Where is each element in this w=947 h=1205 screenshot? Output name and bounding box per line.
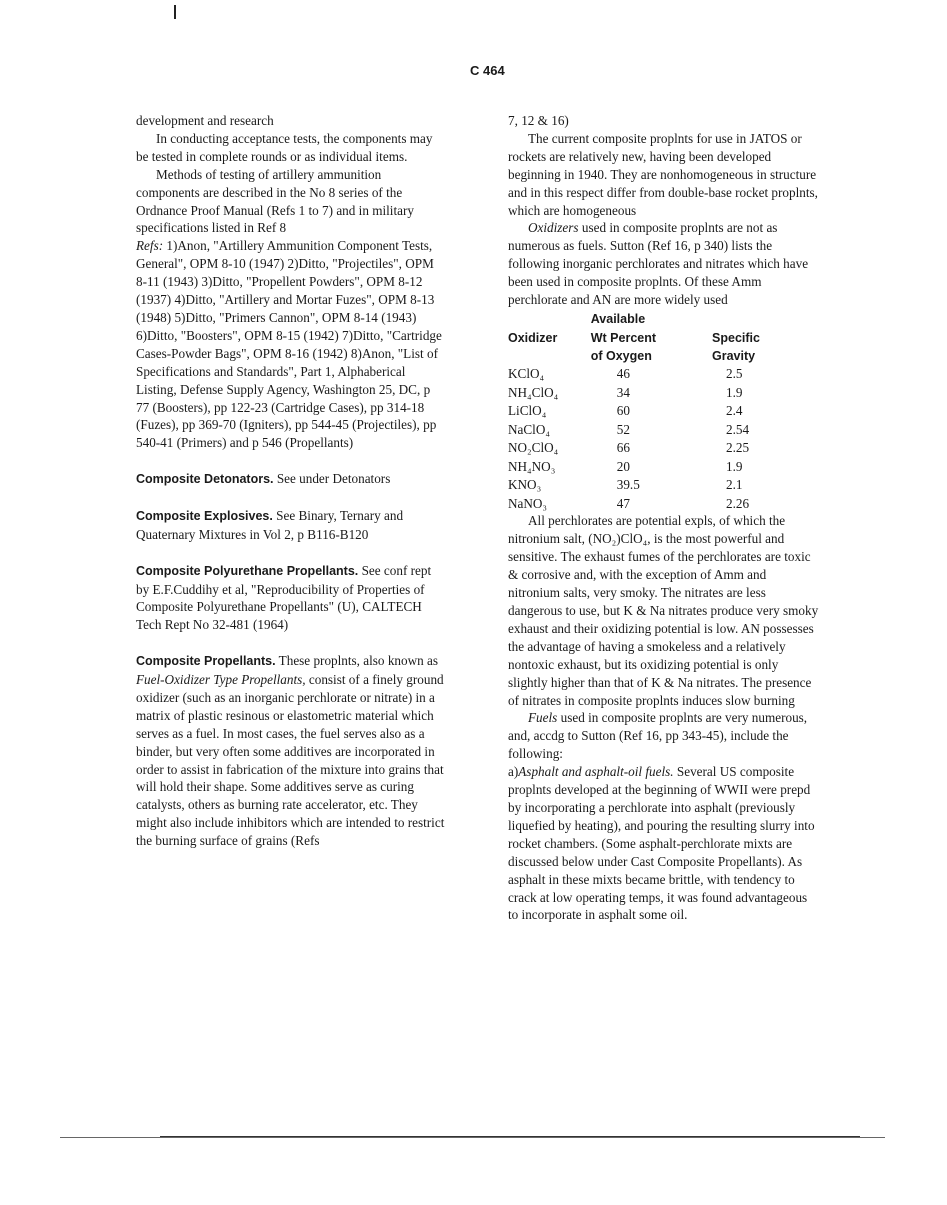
oxygen-cell: 39.5: [616, 477, 640, 493]
entry-heading: Composite Propellants.: [136, 654, 276, 669]
table-row: [508, 364, 820, 383]
left-column: [136, 112, 446, 850]
refs-text: 1)Anon, "Artillery Ammunition Component Tests, General", OPM 8-10 (1947) 2)Ditto, "Projectiles", OPM 8-11 (1943) 3)Ditto, "Propellent Powders", OPM 8-12 (1937) 4)Ditto, "Artillery and Mortar Fuzes", OPM 8-13 (1948) 5)Ditto, "Primers Cannon", OPM 8-14 (1943) 6)Ditto, "Boosters", OPM 8-15 (1942) 7)Ditto, "Cartridge Cases-Powder Bags", OPM 8-16 (1942) 8)Anon, "List of Specifications and Standards", Part 1, Alphaberical Listing, Defense Supply Agency, Washington 25, DC, p 77 (Boosters), pp 122-23 (Cartridge Cases), pp 314-18 (Fuzes), pp 369-70 (Igniters), pp 544-45 (Projectiles), pp 540-41 (Primers) and p 546 (Propellants): [136, 238, 442, 451]
table-row: [508, 494, 820, 513]
gravity-cell: 2.26: [726, 495, 750, 511]
oxidizer-cell: NaNO₃: [508, 495, 548, 511]
table-row: [508, 475, 820, 494]
oxidizer-cell: NO₂ClO₄: [508, 440, 559, 456]
table-row: [508, 420, 820, 439]
oxidizer-cell: NaClO₄: [508, 421, 550, 437]
table-row: [508, 457, 820, 476]
right-column: [508, 112, 820, 924]
references: [136, 237, 446, 452]
paragraph: Fuels used in composite proplnts are very numerous, and, accdg to Sutton (Ref 16, pp 343-45), include the following:: [508, 710, 808, 762]
gravity-cell: 2.54: [726, 421, 750, 437]
paragraph: development and research: [136, 113, 274, 128]
entry-composite-propellants: Composite Propellants. These proplnts, also known as Fuel-Oxidizer Type Propellants, consist of a finely ground oxidizer (such as an inorganic perchlorate or nitrate) in a matrix of plastic resinous or elastometric material which serves as a fuel. In most cases, the fuel serves also as a binder, but very often some additives are incorporated in order to assist in fabrication of the mixture into grains that will hold their shape. Some additives serve as curing catalysts, others as burning rate accelerator, etc. They might also include inhibitors which are intended to restrict the burning surface of grains (Refs: [136, 653, 445, 849]
margin-mark: [174, 5, 176, 19]
paragraph: Methods of testing of artillery ammunition components are described in the No 8 series of the Ordnance Proof Manual (Refs 1 to 7) and in military specifications listed in Ref 8: [136, 166, 414, 236]
footer-rule: [60, 1137, 885, 1138]
paragraph: 7, 12 & 16): [508, 113, 569, 128]
oxygen-cell: 34: [616, 384, 630, 400]
oxygen-cell: 60: [616, 403, 630, 419]
oxidizer-cell: KClO₄: [508, 366, 545, 382]
paragraph: a)Asphalt and asphalt-oil fuels. Several US composite proplnts developed at the beginning of WWII were prepd by incorporating a perchlorate into asphalt (previously liquefied by heating), and pouring the resulting slurry into rocket chambers. (Some asphalt-perchlorate mixts are discussed below under Cast Composite Propellants). As asphalt in these mixts became brittle, with tendency to crack at low operating temps, it was found advantageous to incorporate in asphalt some oil.: [508, 764, 815, 923]
entry-heading: Composite Polyurethane Propellants.: [136, 563, 359, 578]
table-row: [508, 438, 820, 457]
gravity-cell: 2.1: [726, 477, 743, 493]
paragraph: Oxidizers used in composite proplnts are not as numerous as fuels. Sutton (Ref 16, p 340) lists the following inorganic perchlorates and nitrates which have been used in composite proplnts. Of these Amm perchlorate and AN are more widely used: [508, 220, 809, 308]
oxidizer-cell: LiClO₄: [508, 403, 547, 419]
entry-composite-explosives: Composite Explosives. See Binary, Ternary and Quaternary Mixtures in Vol 2, p B116-B120: [136, 507, 404, 542]
gravity-cell: 2.5: [726, 366, 743, 382]
gravity-cell: 1.9: [726, 458, 743, 474]
entry-composite-polyurethane: Composite Polyurethane Propellants. See conf rept by E.F.Cuddihy et al, "Reproducibility of Properties of Composite Polyurethane Propellants" (U), CALTECH Tech Rept No 32-481 (1964): [136, 562, 432, 633]
oxidizer-table: [508, 309, 820, 513]
table-header: Wt Percent: [590, 330, 657, 345]
gravity-cell: 2.4: [726, 403, 743, 419]
oxygen-cell: 46: [616, 366, 630, 382]
table-header: Oxidizer: [508, 330, 558, 345]
entry-heading: Composite Detonators.: [136, 472, 274, 487]
refs-label: Refs:: [136, 238, 164, 254]
table-row: [508, 401, 820, 420]
entry-composite-detonators: Composite Detonators. See under Detonators: [136, 471, 391, 487]
table-header: of Oxygen: [590, 349, 652, 364]
entry-heading: Composite Explosives.: [136, 508, 273, 523]
gravity-cell: 2.25: [726, 440, 750, 456]
oxidizer-cell: KNO₃: [508, 477, 542, 493]
paragraph: All perchlorates are potential expls, of which the nitronium salt, (NO₂)ClO₄, is the most powerful and sensitive. The exhaust fumes of the perchlorates are toxic & corrosive and, with the exception of Amm and nitronium salts, very smoky. The nitrates are less dangerous to use, but K & Na nitrates produce very smoky exhaust and their oxidizing potential is low. AN possesses the advantage of having a smokeless and a relatively nontoxic exhaust, but its oxidizing potential is only slightly higher than that of K & Na nitrates. The presence of nitrates in composite proplnts induces slow burning: [508, 513, 819, 708]
oxygen-cell: 20: [616, 458, 630, 474]
table-header: Gravity: [712, 349, 756, 364]
oxygen-cell: 47: [616, 495, 630, 511]
oxidizer-cell: NH₄NO₃: [508, 458, 556, 474]
oxygen-cell: 66: [616, 440, 630, 456]
gravity-cell: 1.9: [726, 384, 743, 400]
oxidizer-cell: NH₄ClO₄: [508, 384, 559, 400]
page-number: C 464: [470, 63, 505, 78]
table-header: Specific: [712, 330, 760, 345]
paragraph: The current composite proplnts for use in JATOS or rockets are relatively new, having been developed beginning in 1940. They are nonhomogeneous in structure and in this respect differ from double-base rocket proplnts, which are homogeneous: [508, 130, 818, 218]
paragraph: In conducting acceptance tests, the components may be tested in complete rounds or as individual items.: [136, 130, 433, 164]
oxygen-cell: 52: [616, 421, 630, 437]
table-header: Available: [590, 312, 646, 327]
footer-rule: [160, 1136, 860, 1137]
table-row: [508, 383, 820, 402]
